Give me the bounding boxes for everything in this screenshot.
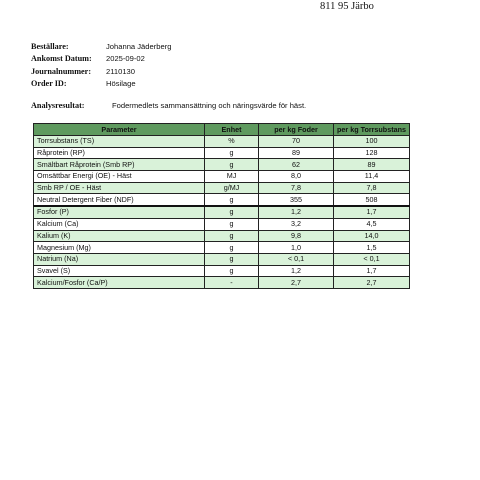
cell-per-kg-dry-matter: 7,8 (334, 182, 410, 194)
cell-per-kg-dry-matter: 1,5 (334, 242, 410, 254)
header-unit: Enhet (205, 124, 259, 136)
analysis-line (31, 99, 306, 111)
cell-per-kg-dry-matter: 89 (334, 159, 410, 171)
cell-per-kg-dry-matter: 128 (334, 147, 410, 159)
cell-per-kg-feed: 3,2 (259, 218, 334, 230)
cell-unit: g (205, 242, 259, 254)
cell-parameter: Omsättbar Energi (OE) - Häst (34, 171, 205, 183)
field-row-ankomst-datum (31, 53, 171, 66)
cell-per-kg-feed: 355 (259, 194, 334, 206)
field-value: Hösilage (106, 79, 136, 89)
table-row (34, 230, 410, 242)
cell-per-kg-feed: 9,8 (259, 230, 334, 242)
order-fields (31, 40, 171, 90)
cell-per-kg-dry-matter: 508 (334, 194, 410, 206)
cell-parameter: Kalcium (Ca) (34, 218, 205, 230)
table-row (34, 265, 410, 277)
cell-per-kg-dry-matter: 100 (334, 136, 410, 148)
cell-unit: g (205, 230, 259, 242)
cell-parameter: Kalcium/Fosfor (Ca/P) (34, 277, 205, 289)
field-label: Journalnummer: (31, 66, 92, 76)
cell-unit: % (205, 136, 259, 148)
cell-unit: - (205, 277, 259, 289)
cell-unit: g (205, 206, 259, 218)
cell-unit: g (205, 159, 259, 171)
results-table (33, 123, 410, 289)
cell-per-kg-feed: 2,7 (259, 277, 334, 289)
table-row (34, 159, 410, 171)
cell-unit: MJ (205, 171, 259, 183)
cell-per-kg-feed: 1,0 (259, 242, 334, 254)
table-header-row (34, 124, 410, 136)
cell-parameter: Smältbart Råprotein (Smb RP) (34, 159, 205, 171)
cell-per-kg-dry-matter: < 0,1 (334, 253, 410, 265)
table-row (34, 277, 410, 289)
table-row (34, 136, 410, 148)
cell-unit: g (205, 218, 259, 230)
cell-per-kg-feed: 89 (259, 147, 334, 159)
header-per-kg-feed: per kg Foder (259, 124, 334, 136)
field-row-order-id (31, 78, 171, 91)
cell-per-kg-feed: 1,2 (259, 265, 334, 277)
cell-parameter: Neutral Detergent Fiber (NDF) (34, 194, 205, 206)
table-row (34, 194, 410, 206)
cell-unit: g (205, 194, 259, 206)
cell-per-kg-feed: < 0,1 (259, 253, 334, 265)
cell-unit: g (205, 253, 259, 265)
cell-parameter: Natrium (Na) (34, 253, 205, 265)
table-row (34, 242, 410, 254)
cell-per-kg-feed: 8,0 (259, 171, 334, 183)
cell-parameter: Råprotein (RP) (34, 147, 205, 159)
header-per-kg-dry-matter: per kg Torrsubstans (334, 124, 410, 136)
analysis-description: Fodermedlets sammansättning och näringsvärde för häst. (112, 100, 307, 110)
header-parameter: Parameter (34, 124, 205, 136)
table-row (34, 253, 410, 265)
field-label: Order ID: (31, 79, 67, 89)
cell-parameter: Smb RP / OE - Häst (34, 182, 205, 194)
cell-per-kg-dry-matter: 11,4 (334, 171, 410, 183)
address-line: 811 95 Järbo (320, 1, 374, 12)
table-row (34, 218, 410, 230)
cell-per-kg-dry-matter: 1,7 (334, 265, 410, 277)
field-value: 2025-09-02 (106, 54, 145, 64)
table-row (34, 147, 410, 159)
cell-per-kg-feed: 70 (259, 136, 334, 148)
table-row (34, 171, 410, 183)
field-label: Beställare: (31, 41, 69, 51)
cell-parameter: Torrsubstans (TS) (34, 136, 205, 148)
table-row (34, 182, 410, 194)
field-row-journalnummer (31, 65, 171, 78)
cell-per-kg-dry-matter: 2,7 (334, 277, 410, 289)
cell-parameter: Fosfor (P) (34, 206, 205, 218)
field-label: Ankomst Datum: (31, 54, 92, 64)
cell-per-kg-feed: 1,2 (259, 206, 334, 218)
cell-per-kg-dry-matter: 1,7 (334, 206, 410, 218)
cell-per-kg-dry-matter: 4,5 (334, 218, 410, 230)
cell-unit: g (205, 265, 259, 277)
table-row (34, 206, 410, 218)
field-value: 2110130 (106, 66, 135, 76)
cell-unit: g/MJ (205, 182, 259, 194)
cell-parameter: Kalium (K) (34, 230, 205, 242)
cell-per-kg-feed: 7,8 (259, 182, 334, 194)
field-row-bestallare (31, 40, 171, 53)
cell-parameter: Magnesium (Mg) (34, 242, 205, 254)
cell-per-kg-feed: 62 (259, 159, 334, 171)
analysis-label: Analysresultat: (31, 100, 85, 110)
cell-unit: g (205, 147, 259, 159)
cell-per-kg-dry-matter: 14,0 (334, 230, 410, 242)
field-value: Johanna Jäderberg (106, 41, 172, 51)
cell-parameter: Svavel (S) (34, 265, 205, 277)
